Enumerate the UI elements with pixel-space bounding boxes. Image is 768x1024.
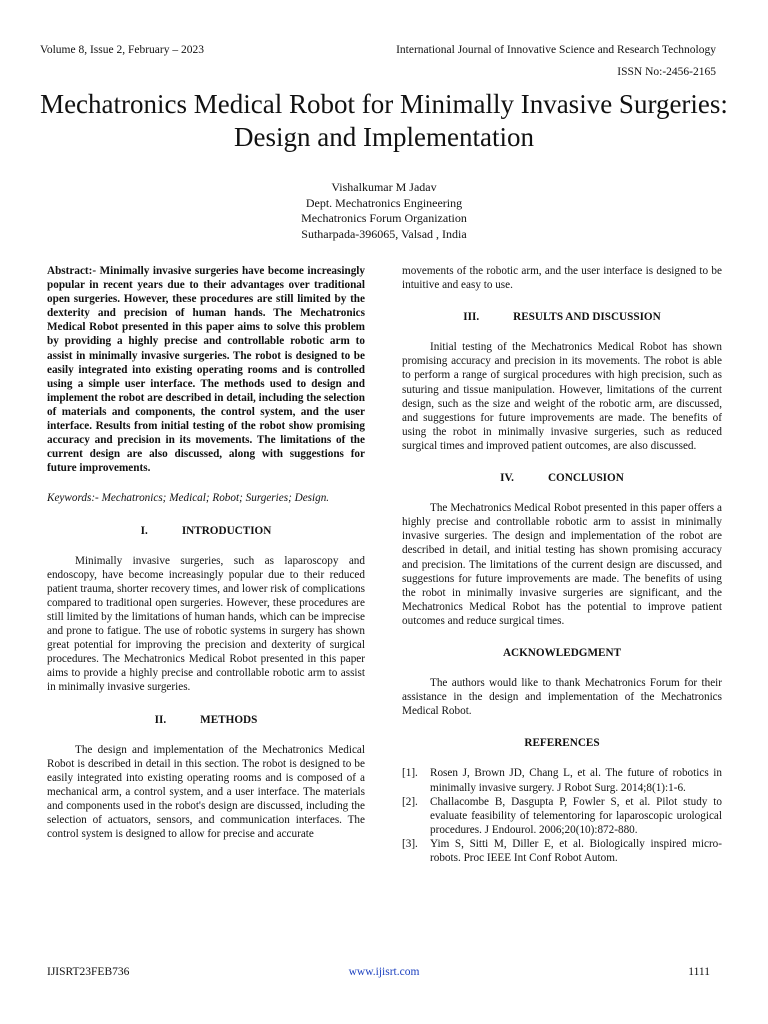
reference-number: [2]. [402, 795, 418, 808]
section-heading-methods [47, 713, 365, 727]
section-number: III. [463, 311, 480, 324]
reference-number: [3]. [402, 837, 418, 850]
section-heading-references [402, 736, 722, 750]
reference-item [402, 795, 722, 837]
reference-text: Yim S, Sitti M, Diller E, et al. Biologically inspired micro-robots. Proc IEEE Int Conf Robot Autom. [430, 837, 722, 864]
paper-title: Mechatronics Medical Robot for Minimally Invasive Surgeries: Design and Implementation [40, 89, 728, 152]
methods-text: The design and implementation of the Mechatronics Medical Robot is described in detail in this section. The robot is designed to be easily integrated into existing operating rooms and is composed of a mechanical arm, a control system, and a user interface. The materials and components used in the robot's design are discussed, including the selection of actuators, sensors, and communication interfaces. The control system is designed to allow for precise and accurate [47, 743, 365, 841]
section-heading-conclusion [402, 471, 722, 485]
section-title: INTRODUCTION [181, 524, 272, 537]
section-title: ACKNOWLEDGMENT [502, 646, 622, 659]
footer-code: IJISRT23FEB736 [47, 966, 130, 978]
section-heading-introduction [47, 524, 365, 538]
author-dept: Dept. Mechatronics Engineering [305, 195, 463, 210]
section-heading-results [402, 310, 722, 324]
footer-page-number: 1111 [688, 966, 710, 978]
section-number: I. [140, 524, 148, 537]
footer-site-link[interactable]: www.ijisrt.com [348, 966, 420, 978]
reference-text: Challacombe B, Dasgupta P, Fowler S, et al. Pilot study to evaluate feasibility of telementoring for laparoscopic urological procedures. J Endourol. 2006;20(10):872-880. [430, 795, 722, 836]
section-number: II. [154, 713, 167, 726]
author-address: Sutharpada-396065, Valsad , India [301, 226, 467, 241]
header-volume: Volume 8, Issue 2, February – 2023 [40, 44, 204, 56]
header-journal: International Journal of Innovative Science and Research Technology [396, 44, 716, 56]
results-text: Initial testing of the Mechatronics Medical Robot has shown promising accuracy and precision in its movements. The robot is able to perform a range of surgical procedures with high precision, such as suturing and tissue manipulation. However, limitations of the current design, such as the size and weight of the robotic arm, are discussed, and suggestions for future improvements are made. The benefits of using the robot in minimally invasive surgeries, such as reduced surgical times and improved patient outcomes, are also discussed. [402, 341, 722, 452]
header-issn: ISSN No:-2456-2165 [617, 66, 716, 78]
reference-item [402, 766, 722, 794]
section-title: CONCLUSION [547, 472, 624, 485]
section-title: METHODS [200, 713, 258, 726]
introduction-text: Minimally invasive surgeries, such as laparoscopy and endoscopy, have become increasingly popular due to their reduced patient trauma, shorter recovery times, and lower risk of complications compared to traditional open surgeries. However, these procedures are still limited by the limitations of human hands, which can be imprecise and prone to fatigue. The use of robotic systems in surgery has shown great potential for improving the precision and dexterity of surgical procedures. The Mechatronics Medical Robot presented in this paper aims to provide a highly precise and controllable robotic arm to assist in minimally invasive surgeries. [47, 554, 365, 694]
author-name: Vishalkumar M Jadav [331, 180, 437, 194]
abstract: Abstract:- Minimally invasive surgeries have become increasingly popular in recent years due to their advantages over traditional open surgeries. However, these procedures are still limited by the dexterity and precision of human hands. The Mechatronics Medical Robot presented in this paper aims to solve this problem by providing a highly precise and controllable robotic arm to assist in minimally invasive surgeries. The robot is designed to be easily integrated into existing operating rooms and is controlled using a simple user interface. The methods used to design and implement the robot are described in detail, including the selection of materials and components, the control system, and the user interface. Results from initial testing of the robot show promising accuracy and precision in its movements. The limitations of the current design are also discussed, along with suggestions for future improvements. [47, 265, 365, 475]
section-title: RESULTS AND DISCUSSION [513, 311, 661, 324]
acknowledgment-text: The authors would like to thank Mechatronics Forum for their assistance in the design and implementation of the Mechatronics Medical Robot. [402, 677, 722, 718]
section-heading-acknowledgment [402, 646, 722, 660]
keywords: Keywords:- Mechatronics; Medical; Robot; Surgeries; Design. [47, 492, 330, 505]
reference-text: Rosen J, Brown JD, Chang L, et al. The future of robotics in minimally invasive surgery. J Robot Surg. 2014;8(1):1-6. [430, 767, 722, 794]
right-column [402, 264, 722, 865]
conclusion-text: The Mechatronics Medical Robot presented in this paper offers a highly precise and controllable robotic arm to assist in minimally invasive surgeries. The design and implementation of the robot are described in detail, and initial testing has shown promising accuracy and precision. The limitations of the current design are discussed, and suggestions for future improvements are made. The benefits of using the robot in minimally invasive surgeries are significant, and the Mechatronics Medical Robot has the potential to improve patient outcomes and reduce surgical times. [402, 502, 722, 627]
reference-number: [1]. [402, 767, 418, 780]
left-column [47, 264, 365, 841]
author-org: Mechatronics Forum Organization [301, 211, 467, 225]
author-block [0, 180, 768, 242]
section-number: IV. [500, 472, 514, 485]
methods-text-continued: movements of the robotic arm, and the user interface is designed to be intuitive and easy to use. [402, 265, 722, 292]
reference-item [402, 837, 722, 865]
section-title: REFERENCES [524, 737, 600, 750]
